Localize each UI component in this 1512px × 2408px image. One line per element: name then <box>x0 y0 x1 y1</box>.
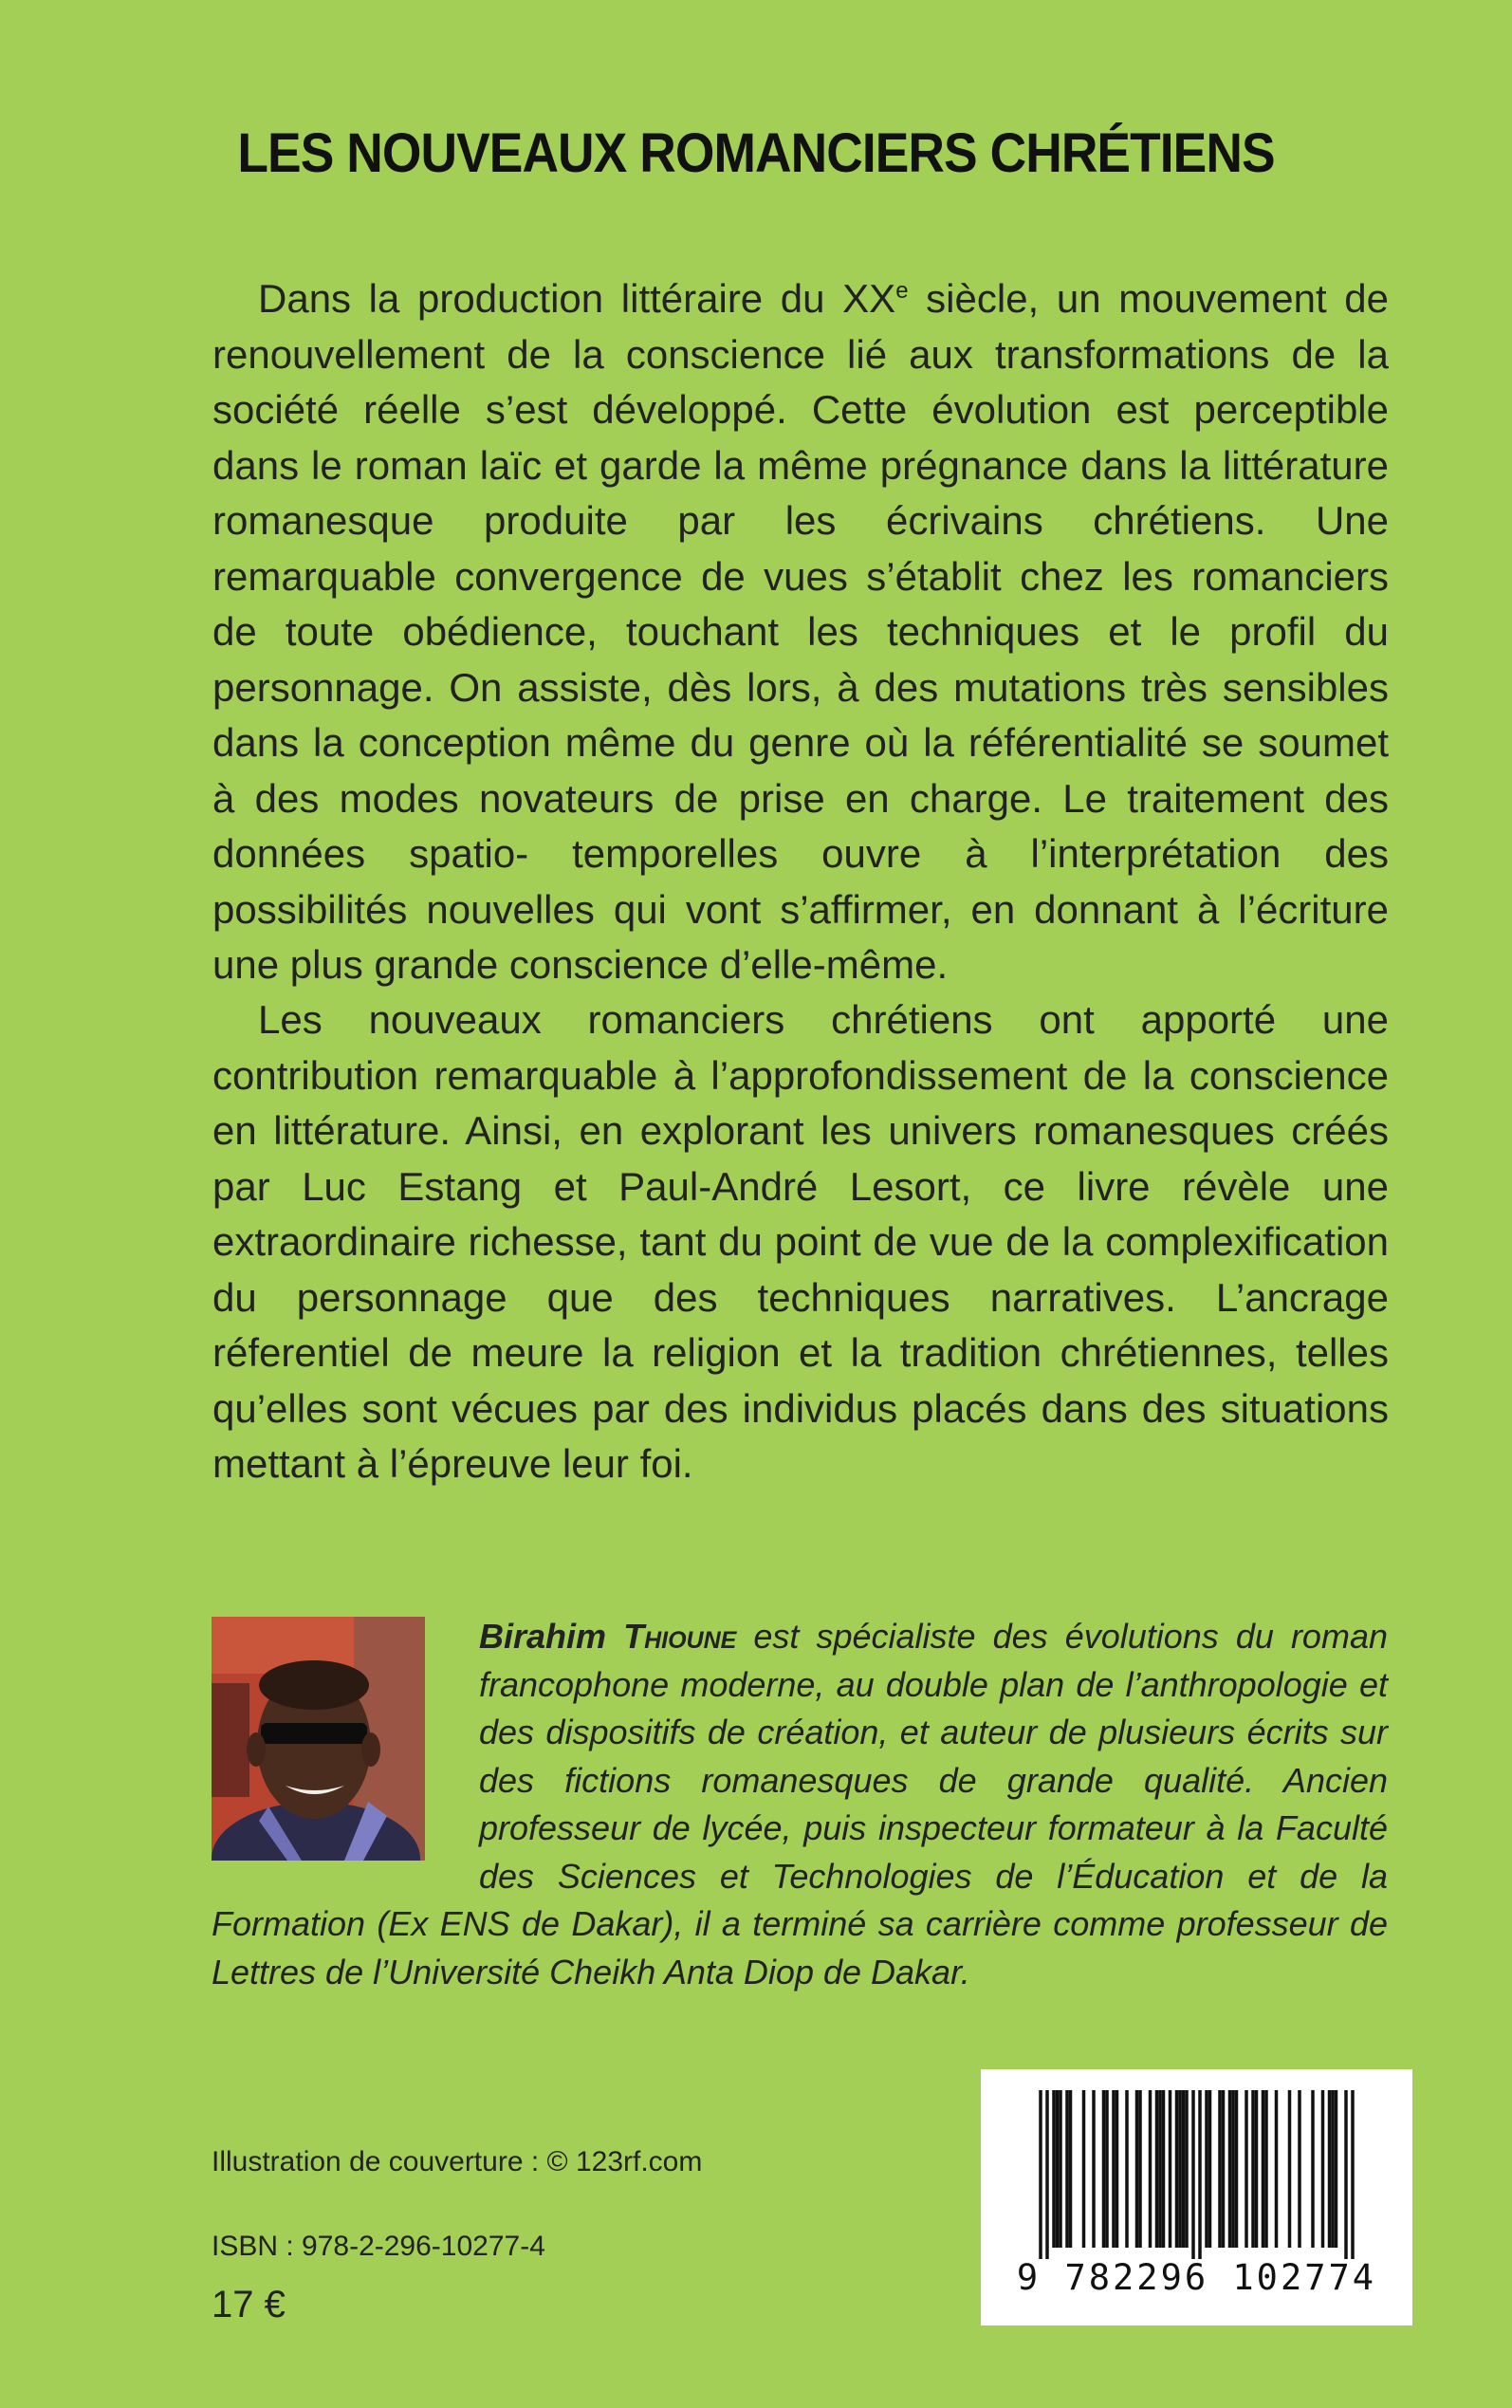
barcode-bar <box>1231 2090 1235 2248</box>
page-title: LES NOUVEAUX ROMANCIERS CHRÉTIENS <box>237 122 1275 184</box>
barcode <box>981 2069 1412 2325</box>
barcode-bar <box>1155 2090 1159 2248</box>
barcode-bar <box>1311 2090 1315 2248</box>
barcode-bar <box>1288 2090 1292 2248</box>
barcode-bar <box>1102 2090 1106 2248</box>
barcode-bar <box>1056 2090 1060 2248</box>
barcode-bars <box>981 2069 1412 2259</box>
barcode-bar <box>1082 2090 1086 2248</box>
barcode-bar <box>1251 2090 1255 2248</box>
barcode-bar <box>1191 2090 1195 2259</box>
barcode-bar <box>1162 2090 1166 2248</box>
barcode-bar <box>1052 2090 1056 2248</box>
paragraph-2-text: Les nouveaux romanciers chrétiens ont apporté une contribution remarquable à l’approfondissement de la conscience en littérature. Ainsi, en explorant les univers romanesques créés par Luc Estang et Paul-André Lesort, ce livre révèle une extraordinaire richesse, tant du point de vue de la complexification du personnage que des techniques narratives. L’ancrage réferentiel de meure la religion et la tradition chrétiennes, telles qu’elles sont vécues par des individus placés dans des situations mettant à l’épreuve leur foi. <box>212 997 1389 1486</box>
barcode-bar <box>1065 2090 1069 2248</box>
century-superscript: e <box>895 278 909 304</box>
barcode-bar <box>1138 2090 1142 2248</box>
author-first-name: Birahim <box>479 1617 607 1656</box>
barcode-bar <box>1235 2090 1239 2248</box>
price: 17 € <box>212 2284 286 2325</box>
barcode-bar <box>1125 2090 1129 2248</box>
barcode-bar <box>1092 2090 1096 2248</box>
barcode-bar <box>1135 2090 1139 2248</box>
author-bio-text: est spécialiste des évolutions du roman francophone moderne, au double plan de l’anthropologie et des dispositifs de création, et auteur de plusieurs écrits sur des fictions romanesques de grande qualité. Ancien professeur de lycée, puis inspecteur formateur à la Faculté des Sciences et Technologies de l’Éducation et de la Formation (Ex ENS de Dakar), il a terminé sa carrière comme professeur de Lettres de l’Université Cheikh Anta Diop de Dakar. <box>212 1617 1388 1991</box>
barcode-bar <box>1275 2090 1279 2248</box>
author-last-name: Thioune <box>623 1617 737 1656</box>
isbn: ISBN : 978-2-296-10277-4 <box>212 2231 545 2262</box>
barcode-bar <box>1175 2090 1179 2248</box>
cover-illustration-credit: Illustration de couverture : © 123rf.com <box>212 2146 703 2177</box>
paragraph-1-rest: siècle, un mouvement de renouvellement de la conscience lié aux transformations de la société réelle s’est développé. Cette évolution est perceptible dans le roman laïc et garde la même prégnance dans la littérature romanesque produite par les écrivains chrétiens. Une remarquable convergence de vues s’établit chez les romanciers de toute obédience, touchant les techniques et le profil du personnage. On assiste, dès lors, à des mutations très sensibles dans la conception même du genre où la référentialité se soumet à des modes novateurs de prise en charge. Le traitement des données spatio- temporelles ouvre à l’interprétation des possibilités nouvelles qui vont s’affirmer, en donnant à l’écriture une plus grande conscience d’elle-même. <box>212 276 1390 987</box>
barcode-bar <box>1185 2090 1189 2248</box>
barcode-number: 9 782296 102774 <box>1016 2257 1377 2298</box>
barcode-bar <box>1178 2090 1182 2248</box>
barcode-bar <box>1208 2090 1212 2248</box>
barcode-bar <box>1331 2090 1335 2248</box>
barcode-bar <box>1262 2090 1265 2248</box>
barcode-bar <box>1059 2090 1062 2248</box>
barcode-bar <box>1328 2090 1332 2248</box>
author-bio <box>212 1613 1388 1996</box>
barcode-bar <box>1344 2090 1348 2259</box>
barcode-bar <box>1169 2090 1172 2248</box>
barcode-bar <box>1222 2090 1226 2248</box>
paragraph-1-start: Dans la production littéraire du XX <box>258 276 896 321</box>
barcode-bar <box>1105 2090 1109 2248</box>
barcode-bar <box>1298 2090 1301 2248</box>
barcode-bar <box>1335 2090 1338 2248</box>
barcode-bar <box>1255 2090 1259 2248</box>
barcode-bar <box>1112 2090 1116 2248</box>
barcode-bar <box>1149 2090 1152 2248</box>
barcode-bar <box>1218 2090 1222 2248</box>
barcode-bar <box>1321 2090 1325 2248</box>
barcode-bar <box>1182 2090 1186 2248</box>
barcode-bar <box>1205 2090 1208 2248</box>
description-paragraph-1 <box>212 271 1389 993</box>
description-paragraph-2 <box>212 992 1389 1492</box>
barcode-bar <box>1039 2090 1042 2259</box>
barcode-bar <box>1116 2090 1119 2248</box>
barcode-bar <box>1198 2090 1202 2259</box>
barcode-bar <box>1228 2090 1232 2248</box>
barcode-bar <box>1069 2090 1073 2248</box>
barcode-bar <box>1264 2090 1268 2248</box>
barcode-bar <box>1351 2090 1355 2259</box>
barcode-bar <box>1158 2090 1162 2248</box>
barcode-bar <box>1245 2090 1248 2248</box>
barcode-bar <box>1045 2090 1049 2259</box>
